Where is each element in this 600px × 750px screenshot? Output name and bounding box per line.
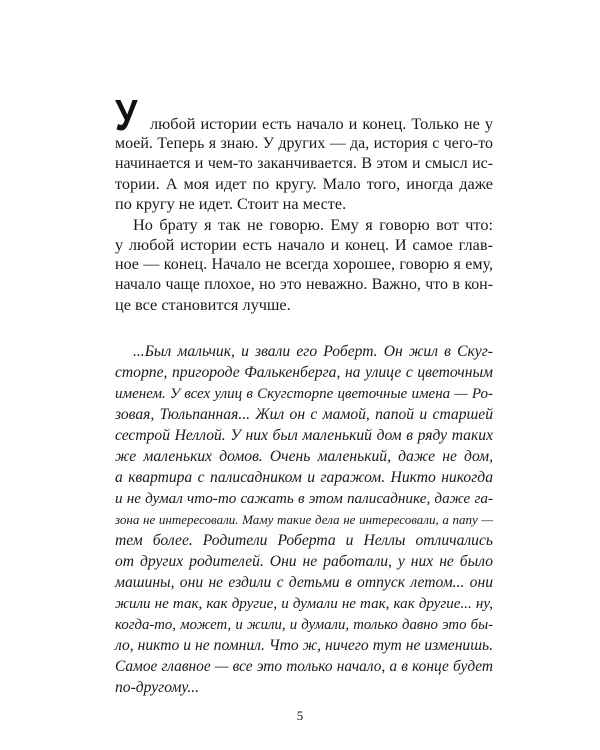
paragraph-1-line: моей. Теперь я знаю. У других — да, история с чего-то bbox=[115, 135, 493, 152]
italic-line: зовая, Тюльпанная... Жил он с мамой, папой и старшей bbox=[115, 406, 493, 423]
italic-line: а квартира с палисадником и гаражом. Никто никогда bbox=[115, 469, 493, 486]
paragraph-1-line: любой истории есть начало и конец. Только не у bbox=[150, 114, 493, 133]
paragraph-1-line: по кругу не идет. Стоит на месте. bbox=[115, 194, 347, 213]
italic-line: Самое главное — все это только начало, а в конце будет bbox=[115, 658, 493, 675]
italic-line: же маленьких домов. Очень маленький, даже не дом, bbox=[115, 448, 493, 465]
paragraph-2-line: начало чаще плохое, но это неважно. Важно, что в кон- bbox=[115, 276, 493, 293]
italic-line: ...Был мальчик, и звали его Роберт. Он жил в Скуг- bbox=[133, 343, 493, 360]
paragraph-2-line: Но брату я так не говорю. Ему я говорю вот что: bbox=[133, 215, 493, 234]
paragraph-1-line: тории. А моя идет по кругу. Мало того, иногда даже bbox=[115, 174, 493, 193]
paragraph-2-line: ное — конец. Начало не всегда хорошее, говорю я ему, bbox=[115, 256, 493, 273]
italic-line: жили не так, как другие, и думали не так, как другие... ну, bbox=[115, 596, 493, 612]
italic-line: тем более. Родители Роберта и Неллы отличались bbox=[115, 532, 493, 549]
italic-line: сторпе, пригороде Фалькенберга, на улице с цветочным bbox=[115, 364, 493, 381]
italic-line: машины, они не ездили с детьми в отпуск летом... они bbox=[115, 574, 493, 591]
paragraph-2-line: це все становится лучше. bbox=[115, 295, 291, 314]
italic-line: по-другому... bbox=[115, 679, 200, 696]
italic-line: от других родителей. Они не работали, у них не было bbox=[115, 553, 493, 570]
drop-cap: У bbox=[115, 91, 138, 140]
page-number: 5 bbox=[296, 708, 304, 723]
paragraph-1-line: начинается и чем-то заканчивается. В этом и смысл ис- bbox=[115, 155, 493, 172]
italic-line: зона не интересовали. Маму такие дела не интересовали, а папу — bbox=[115, 512, 493, 527]
italic-line: сестрой Неллой. У них был маленький дом в ряду таких bbox=[115, 427, 493, 444]
italic-line: ло, никто и не помнил. Что ж, ничего тут не изменишь. bbox=[115, 637, 493, 654]
paragraph-2-line: у любой истории есть начало и конец. И самое глав- bbox=[115, 235, 493, 254]
italic-line: когда-то, может, и жили, и думали, только давно это бы- bbox=[115, 617, 493, 633]
italic-line: и не думал что-то сажать в этом палисаднике, даже га- bbox=[115, 490, 493, 507]
italic-line: именем. У всех улиц в Скугсторпе цветочные имена — Ро- bbox=[115, 386, 493, 402]
